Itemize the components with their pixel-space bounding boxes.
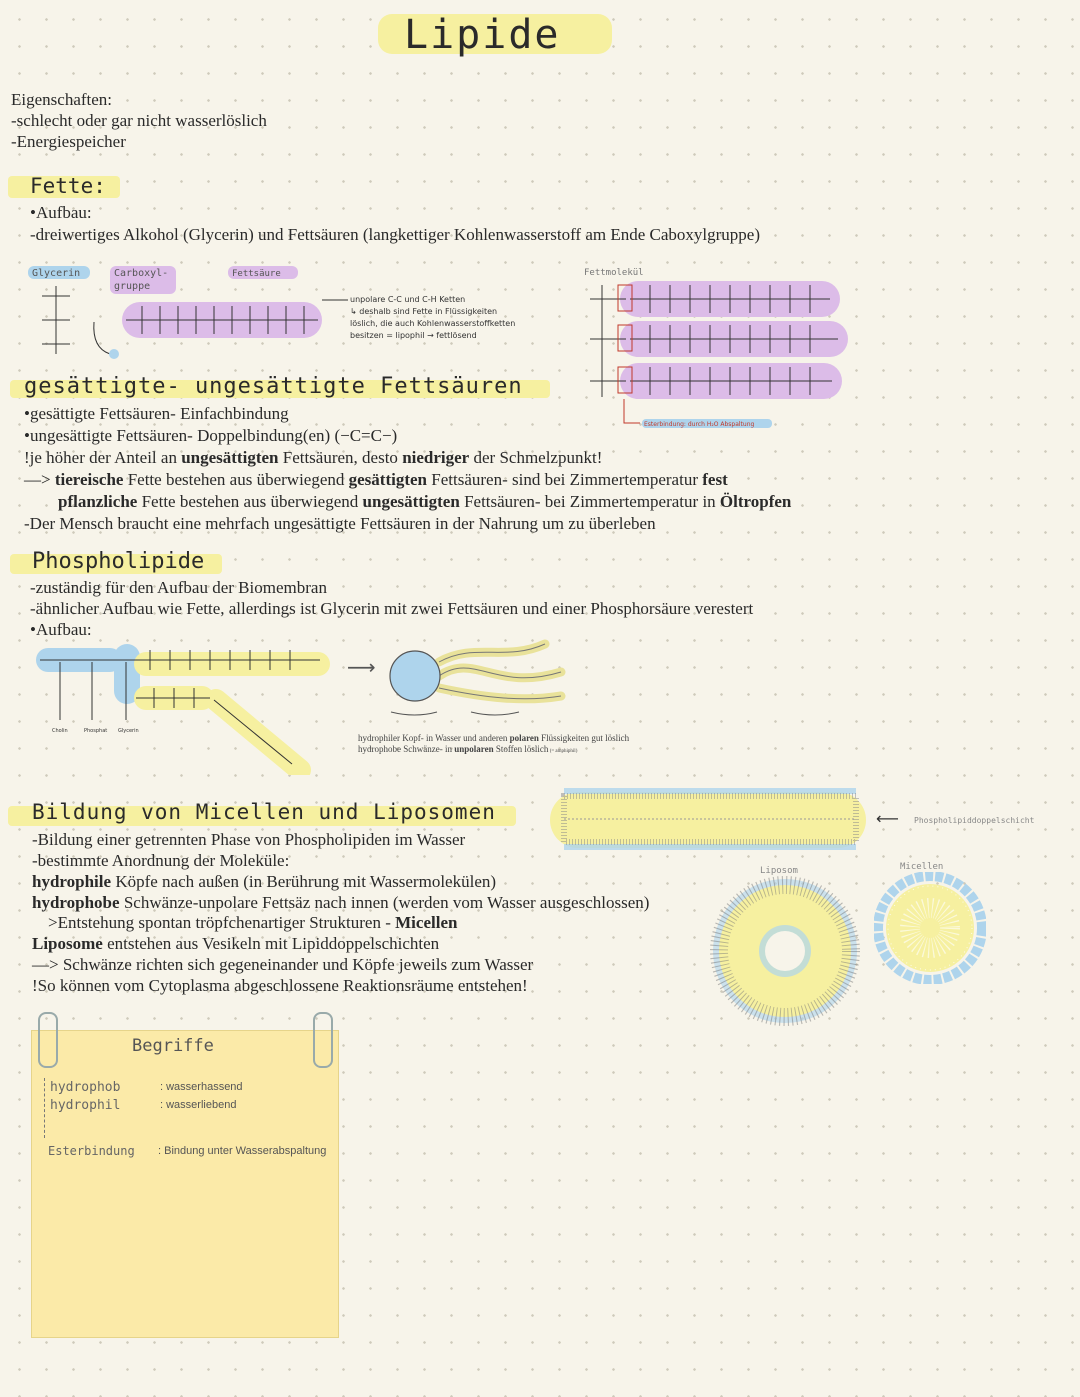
text-bold: hydrophobe (32, 893, 120, 912)
note-line: besitzen = lipophil → fettlösend (350, 331, 477, 340)
phospholipid-structure (30, 640, 340, 775)
text-bold: Öltropfen (719, 492, 792, 511)
text-bold: fest (702, 470, 728, 489)
note-line: löslich, die auch Kohlenwasserstoffketten (350, 319, 516, 328)
properties-item: -Energiespeicher (11, 132, 126, 151)
micellen-l1: -Bildung einer getrennten Phase von Phospholipiden im Wasser (32, 830, 466, 849)
micellen-l8: !So können vom Cytoplasma abgeschlossene Reaktionsräume entstehen! (32, 976, 528, 995)
fettsaeuren-l6: -Der Mensch braucht eine mehrfach ungesättigte Fettsäuren in der Nahrung um zu überleben (24, 514, 656, 533)
begriffe-heading: Begriffe (132, 1036, 214, 1056)
micellen-l2: -bestimmte Anordnung der Moleküle: (32, 851, 290, 870)
begriffe-def: : wasserhassend (160, 1081, 243, 1093)
begriffe-bracket (44, 1078, 47, 1138)
fettsaeuren-l3 (24, 447, 602, 468)
glycerin-label: Glycerin (32, 268, 81, 279)
esterbindung-note: Esterbindung: durch H₂O Abspaltung (644, 421, 755, 428)
text: Fettsäuren- sind bei Zimmertemperatur (427, 470, 703, 489)
micellen-l4 (32, 892, 649, 913)
text-bold: gesättigten (348, 470, 428, 489)
begriffe-term: hydrophob (50, 1080, 121, 1095)
micellen-l7: —> Schwänze richten sich gegeneinander und Köpfe jeweils zum Wasser (32, 955, 534, 974)
text-bold: Micellen (395, 913, 458, 932)
label-doppelschicht: Phospholipiddoppelschicht (914, 816, 1035, 825)
text: hydrophiler Kopf- in Wasser und anderen (358, 733, 510, 743)
carboxyl-label-2: gruppe (114, 281, 151, 292)
fettsaeuren-l4 (24, 469, 728, 490)
text: Köpfe nach außen (in Berührung mit Wassermolekülen) (111, 872, 497, 891)
text: Fettsäuren- bei Zimmertemperatur in (459, 492, 720, 511)
fettsaeuren-l1: •gesättigte Fettsäuren- Einfachbindung (24, 404, 289, 423)
text: Fette bestehen aus überwiegend (123, 470, 349, 489)
text-bold: ungesättigten (181, 448, 279, 467)
phospho-note-2 (358, 744, 577, 754)
struct-label-phosphat: Phosphat (84, 728, 108, 734)
label-liposom: Liposom (760, 866, 798, 876)
text: Fette bestehen aus überwiegend (137, 492, 363, 511)
text: >Entstehung spontan tröpfchenartiger Strukturen - (48, 913, 396, 932)
text: —> (24, 470, 55, 489)
triglyceride-diagram (580, 265, 860, 435)
struct-label-glycerin: Glycerin (118, 728, 139, 734)
micellen-l5 (48, 912, 457, 933)
text: !je höher der Anteil an (24, 448, 182, 467)
text: hydrophobe Schwänze- in (358, 744, 455, 754)
section-heading-micellen: Bildung von Micellen und Liposomen (32, 800, 496, 824)
text-bold: tiereische (54, 470, 124, 489)
phospholipid-schematic (385, 632, 575, 724)
text: Stoffen löslich (493, 744, 549, 754)
text-bold: pflanzliche (58, 492, 138, 511)
label-micellen: Micellen (900, 862, 944, 872)
micellen-l6 (32, 933, 439, 954)
phospho-l1: -zuständig für den Aufbau der Biomembran (30, 578, 327, 597)
struct-label-cholin: Cholin (52, 728, 68, 734)
begriffe-term: hydrophil (50, 1098, 121, 1113)
text: entstehen aus Vesikeln mit Lipiddoppelschichten (102, 934, 440, 953)
text-bold: Liposome (32, 934, 103, 953)
fette-desc: -dreiwertiges Alkohol (Glycerin) und Fettsäuren (langkettiger Kohlenwasserstoff am Ende Caboxylgruppe) (30, 225, 761, 244)
begriffe-term: Esterbindung (48, 1144, 135, 1158)
begriffe-def: : wasserliebend (160, 1099, 237, 1111)
fettsaeuren-l5 (58, 491, 791, 512)
text: Fettsäuren, desto (278, 448, 403, 467)
arrow-left-icon: ⟵ (876, 809, 899, 828)
micellen-l3 (32, 871, 496, 892)
fatty-acid-diagram (22, 262, 562, 370)
section-heading-fette: Fette: (30, 174, 106, 198)
phospho-l2: -ähnlicher Aufbau wie Fette, allerdings ist Glycerin mit zwei Fettsäuren und einer Phosphorsäure verestert (30, 599, 754, 618)
text-bold: hydrophile (32, 872, 112, 891)
text-bold: ungesättigten (362, 492, 460, 511)
note-line: unpolare C-C und C-H Ketten (350, 295, 466, 304)
text: der Schmelzpunkt! (469, 448, 603, 467)
page-title: Lipide (404, 12, 561, 58)
note-line: ↳ deshalb sind Fette in Flüssigkeiten (350, 307, 498, 316)
paperclip-icon (38, 1012, 58, 1068)
arrow-right-icon: ⟶ (347, 655, 376, 679)
text-bold: niedriger (402, 448, 470, 467)
fettmolekuel-label: Fettmolekül (584, 268, 644, 278)
section-heading-fettsaeuren: gesättigte- ungesättigte Fettsäuren (24, 374, 523, 399)
properties-item: -schlecht oder gar nicht wasserlöslich (11, 111, 267, 130)
text-bold: polaren (509, 733, 539, 743)
section-heading-phospholipide: Phospholipide (32, 549, 205, 574)
micelle-diagram (874, 872, 986, 984)
properties-heading: Eigenschaften: (11, 90, 113, 109)
text: (= amphiphil) (548, 749, 578, 754)
lipid-bilayer (548, 784, 868, 854)
paperclip-icon (313, 1012, 333, 1068)
begriffe-note (31, 1030, 339, 1338)
text-bold: unpolaren (454, 744, 494, 754)
fette-aufbau: •Aufbau: (30, 203, 92, 222)
phospho-note-1 (358, 733, 629, 743)
fettsaeuren-l2: •ungesättigte Fettsäuren- Doppelbindung(en) (−C=C−) (24, 426, 398, 445)
carboxyl-label: Carboxyl- (114, 268, 169, 279)
text: Schwänze-unpolare Fettsäz nach innen (werden vom Wasser ausgeschlossen) (119, 893, 650, 912)
begriffe-def: : Bindung unter Wasserabspaltung (158, 1145, 327, 1157)
fettsaeure-label: Fettsäure (232, 269, 281, 279)
liposome-diagram (710, 876, 860, 1026)
phospho-l3: •Aufbau: (30, 620, 92, 639)
text: Flüssigkeiten gut löslich (538, 733, 630, 743)
water-dot (109, 349, 119, 359)
